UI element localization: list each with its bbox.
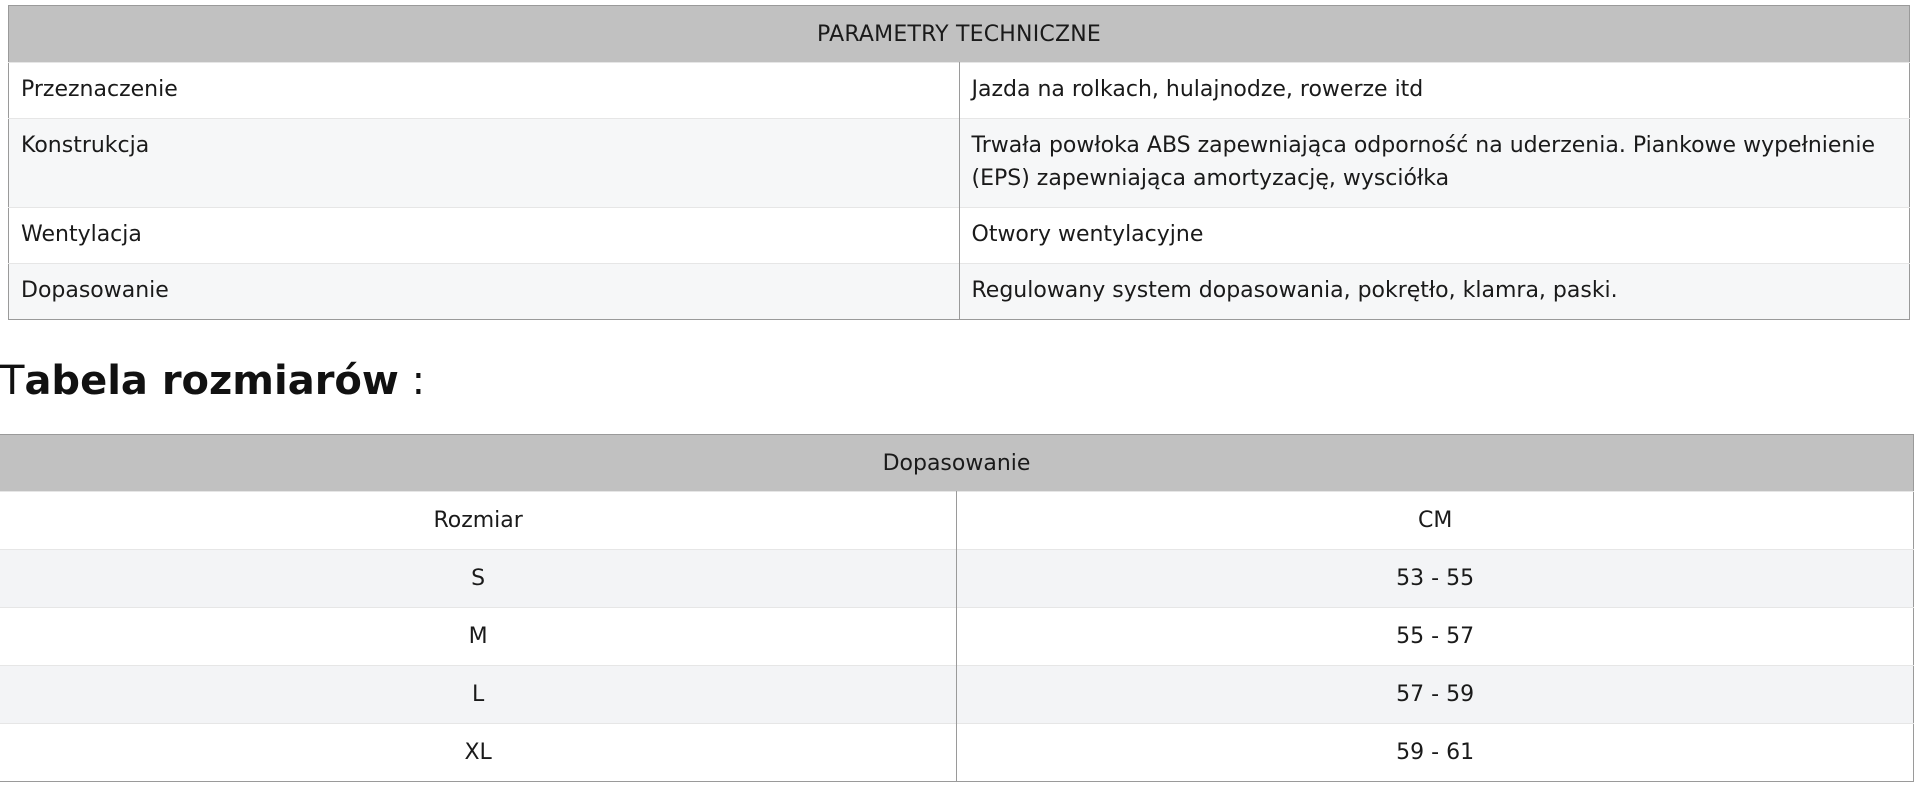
size-cell: M <box>0 608 957 666</box>
table-row <box>9 119 1910 208</box>
parameter-label: Konstrukcja <box>9 119 960 208</box>
table-row <box>9 264 1910 320</box>
parameter-label: Dopasowanie <box>9 264 960 320</box>
cm-cell: 59 - 61 <box>957 724 1914 782</box>
cm-cell: 55 - 57 <box>957 608 1914 666</box>
heading-suffix: : <box>398 358 426 404</box>
column-header-row <box>0 492 1914 550</box>
parameter-value: Regulowany system dopasowania, pokrętło, klamra, paski. <box>959 264 1910 320</box>
heading-first-letter: T <box>0 358 25 404</box>
column-header-size: Rozmiar <box>0 492 957 550</box>
size-cell: S <box>0 550 957 608</box>
size-table <box>0 434 1914 782</box>
table-row <box>0 550 1914 608</box>
table-row <box>9 63 1910 119</box>
table-row <box>0 608 1914 666</box>
size-table-heading <box>0 351 425 411</box>
size-cell: L <box>0 666 957 724</box>
technical-parameters-header: PARAMETRY TECHNICZNE <box>9 6 1910 63</box>
heading-bold-text: abela rozmiarów <box>24 358 399 404</box>
technical-parameters-table <box>8 5 1910 320</box>
parameter-label: Przeznaczenie <box>9 63 960 119</box>
size-table-header: Dopasowanie <box>0 435 1914 492</box>
cm-cell: 57 - 59 <box>957 666 1914 724</box>
size-cell: XL <box>0 724 957 782</box>
table-row <box>9 208 1910 264</box>
table-row <box>0 724 1914 782</box>
cm-cell: 53 - 55 <box>957 550 1914 608</box>
parameter-value: Otwory wentylacyjne <box>959 208 1910 264</box>
column-header-cm: CM <box>957 492 1914 550</box>
table-row <box>0 666 1914 724</box>
parameter-value: Trwała powłoka ABS zapewniająca odporność na uderzenia. Piankowe wypełnienie (EPS) zapewniająca amortyzację, wysciółka <box>959 119 1910 208</box>
parameter-label: Wentylacja <box>9 208 960 264</box>
parameter-value: Jazda na rolkach, hulajnodze, rowerze itd <box>959 63 1910 119</box>
